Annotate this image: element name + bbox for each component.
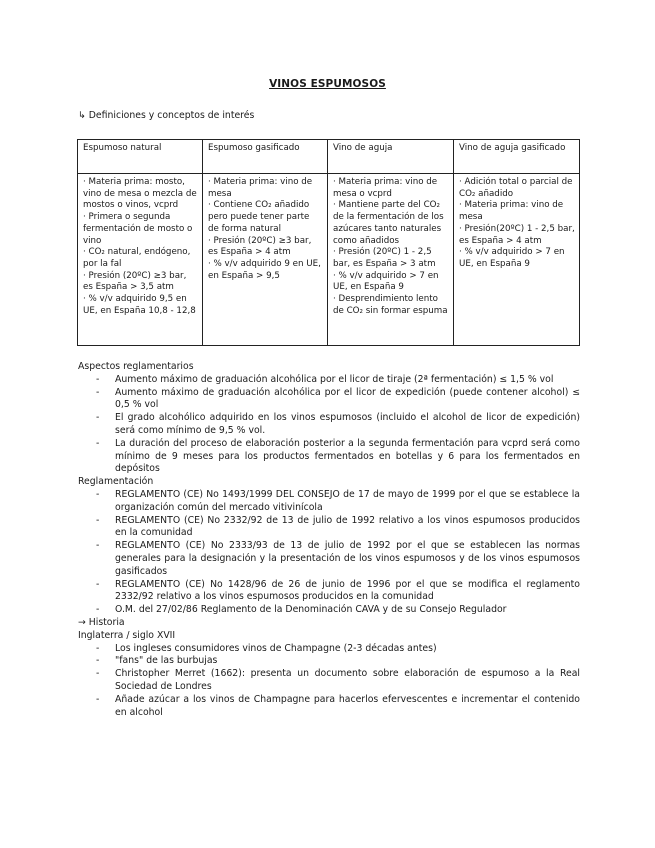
table-cell — [454, 174, 580, 346]
table-header-cell: Vino de aguja — [328, 140, 454, 174]
section-sublabel: Inglaterra / siglo XVII — [78, 629, 176, 641]
section-label: Aspectos reglamentarios — [78, 361, 194, 372]
cell-bullet: · CO₂ natural, endógeno, por la fal — [83, 247, 191, 269]
cell-bullet: · Presión (20ºC) 1 - 2,5 bar, es España > 3 atm — [333, 247, 436, 269]
cell-bullet: · Materia prima: vino de mesa — [459, 200, 564, 223]
cell-bullet: · Materia prima: vino de mesa o vcprd — [333, 177, 438, 199]
aspectos-section — [78, 361, 583, 719]
table-header-cell: Espumoso gasificado — [203, 140, 328, 174]
section-subheading: ↳ Definiciones y conceptos de interés — [78, 110, 255, 121]
list-item: - REGLAMENTO (CE) No 2332/92 de 13 de julio de 1992 relativo a los vinos espumosos producidos en la comunidad — [78, 515, 583, 541]
table-header-cell: Espumoso natural — [78, 140, 203, 174]
page-title: VINOS ESPUMOSOS — [269, 78, 386, 90]
cell-bullet: · Contiene CO₂ añadido pero puede tener parte de forma natural — [208, 200, 310, 234]
aspectos-list — [78, 374, 583, 476]
table-header-row — [78, 140, 580, 174]
list-item: - O.M. del 27/02/86 Reglamento de la Denominación CAVA y de su Consejo Regulador — [78, 604, 583, 617]
table-cell — [328, 174, 454, 346]
historia-list — [78, 643, 583, 720]
cell-bullet: · Adición total o parcial de CO₂ añadido — [459, 177, 573, 199]
list-item: - Añade azúcar a los vinos de Champagne para hacerlos efervescentes e incrementar el contenido en alcohol — [78, 694, 583, 720]
cell-bullet: · Materia prima: mosto, vino de mesa o mezcla de mostos o vinos, vcprd — [83, 177, 197, 211]
table-cell — [203, 174, 328, 346]
list-item: - Aumento máximo de graduación alcohólica por el licor de tiraje (2ª fermentación) ≤ 1,5 % vol — [78, 374, 583, 387]
list-item: - REGLAMENTO (CE) No 1428/96 de 26 de junio de 1996 por el que se modifica el reglamento 2332/92 relativo a los vinos espumosos producidos en la comunidad — [78, 579, 583, 605]
list-item: - Los ingleses consumidores vinos de Champagne (2-3 décadas antes) — [78, 643, 583, 656]
list-item: - La duración del proceso de elaboración posterior a la segunda fermentación para vcprd será como mínimo de 9 meses para los productos fermentados en botellas y 6 para los fermentados en depósitos — [78, 438, 583, 476]
list-item: - "fans" de las burbujas — [78, 655, 583, 668]
list-item: - Christopher Merret (1662): presenta un documento sobre elaboración de espumoso a la Real Sociedad de Londres — [78, 668, 583, 694]
cell-bullet: · % v/v adquirido 9 en UE, en España > 9,5 — [208, 258, 321, 281]
cell-bullet: · % v/v adquirido > 7 en UE, en España 9 — [333, 270, 439, 293]
list-item: - Aumento máximo de graduación alcohólica por el licor de expedición (puede contener alcohol) ≤ 0,5 % vol — [78, 387, 583, 413]
cell-bullet: · % v/v adquirido > 7 en UE, en España 9 — [459, 247, 565, 269]
table-cell — [78, 174, 203, 346]
cell-bullet: · Mantiene parte del CO₂ de la fermentación de los azúcares tanto naturales como añadidos — [333, 200, 444, 246]
list-item: - El grado alcohólico adquirido en los vinos espumosos (incluido el alcohol de licor de expedición) será como mínimo de 9,5 % vol. — [78, 412, 583, 438]
section-label: → Historia — [78, 616, 125, 628]
table-header-cell: Vino de aguja gasificado — [454, 140, 580, 174]
cell-bullet: · Materia prima: vino de mesa — [208, 177, 313, 199]
cell-bullet: · Presión(20ºC) 1 - 2,5 bar, es España > 4 atm — [459, 223, 575, 246]
list-item: - REGLAMENTO (CE) No 1493/1999 DEL CONSEJO de 17 de mayo de 1999 por el que se establece la organización común del mercado vitivinícola — [78, 489, 583, 515]
list-item: - REGLAMENTO (CE) No 2333/93 de 13 de julio de 1992 por el que se establecen las normas generales para la designación y la presentación de los vinos espumosos y de los vinos espumosos gasificados — [78, 540, 583, 578]
cell-bullet: · Primera o segunda fermentación de mosto o vino — [83, 212, 193, 246]
cell-bullet: · Presión (20ºC) ≥3 bar, es España > 3,5 atm — [83, 270, 187, 293]
cell-bullet: · % v/v adquirido 9,5 en UE, en España 10,8 - 12,8 — [83, 294, 196, 316]
section-label: Reglamentación — [78, 476, 154, 488]
reglamentacion-list — [78, 489, 583, 617]
definitions-table — [77, 139, 580, 346]
table-row — [78, 174, 580, 346]
cell-bullet: · Presión (20ºC) ≥3 bar, es España > 4 atm — [208, 235, 312, 258]
cell-bullet: · Desprendimiento lento de CO₂ sin formar espuma — [333, 294, 448, 316]
